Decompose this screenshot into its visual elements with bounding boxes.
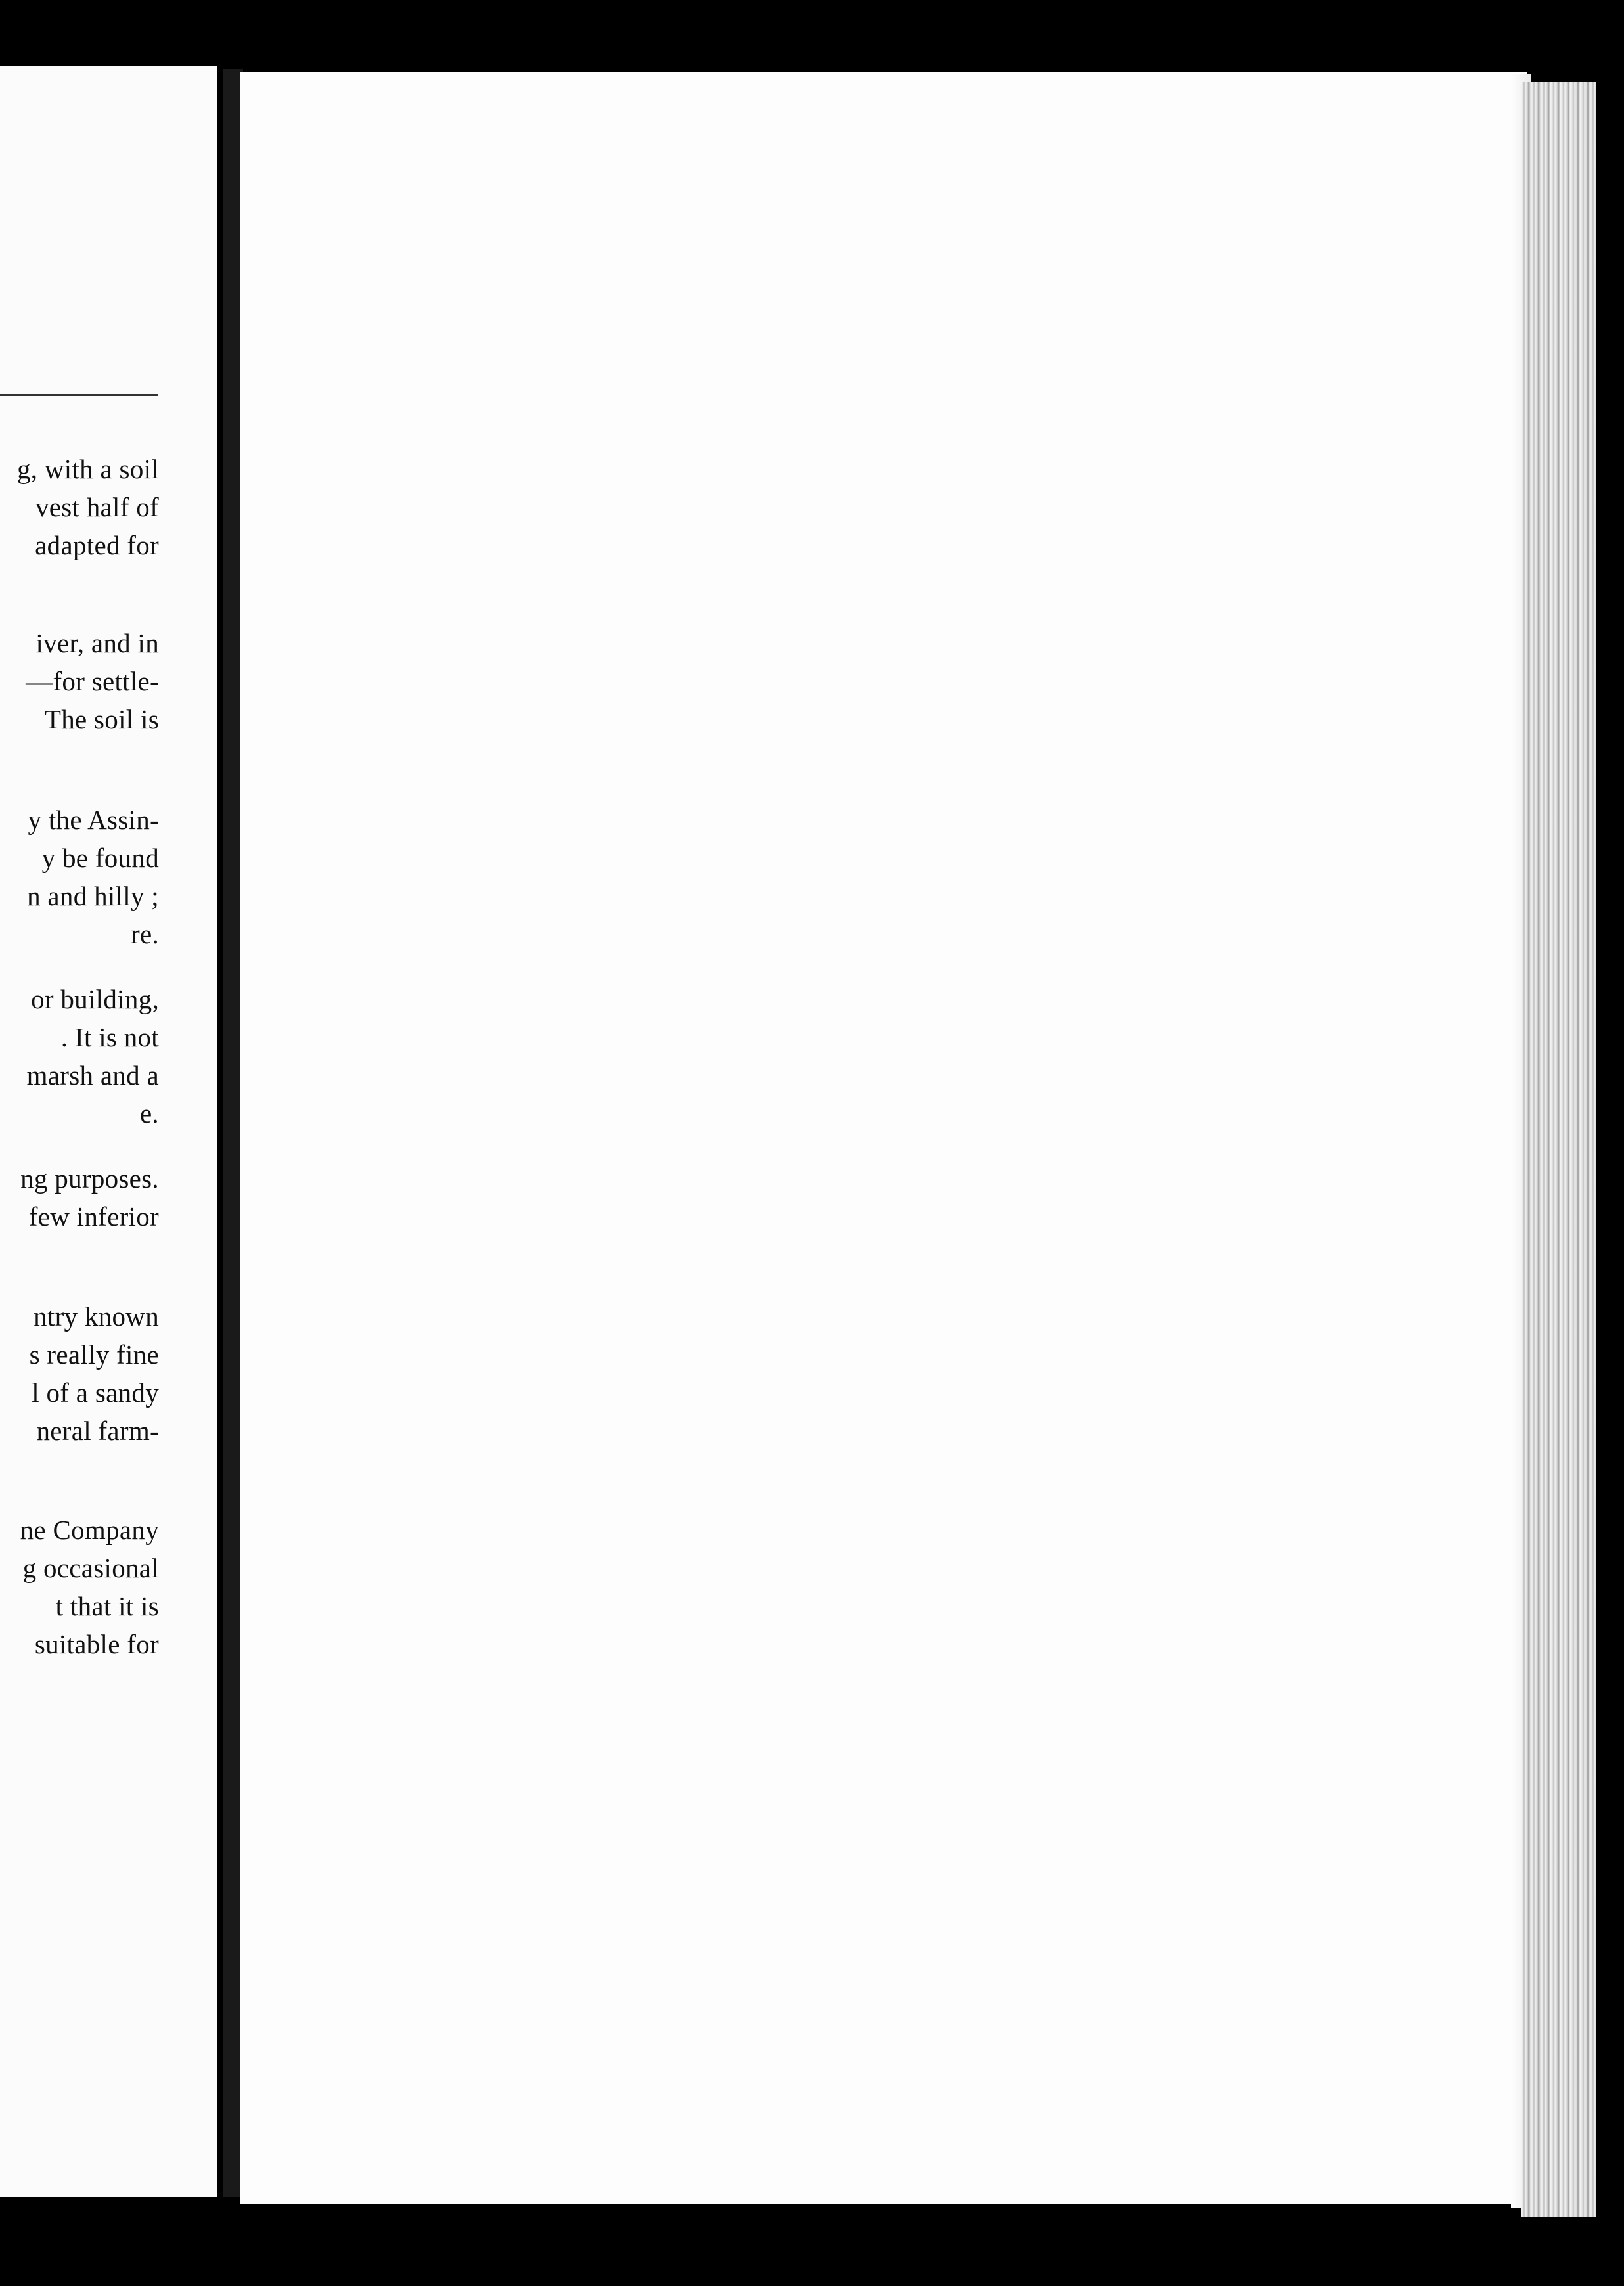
stacked-page-edges	[1521, 82, 1596, 2217]
text-line: n and hilly ;	[27, 881, 159, 911]
text-line: ne Company	[20, 1515, 159, 1545]
text-line: g occasional	[22, 1553, 159, 1583]
blank-right-page	[240, 72, 1527, 2204]
text-line: —for settle-	[26, 666, 159, 696]
text-line: . It is not	[60, 1022, 159, 1052]
text-line: ng purposes.	[20, 1163, 159, 1194]
horizontal-rule	[0, 394, 158, 396]
text-line: few inferior	[28, 1201, 159, 1232]
text-line: e.	[139, 1098, 159, 1129]
text-line: y be found	[41, 843, 159, 873]
text-line: vest half of	[35, 492, 159, 522]
text-line: suitable for	[34, 1629, 159, 1659]
text-line: l of a sandy	[32, 1378, 159, 1408]
left-page-fragment	[0, 66, 217, 2197]
text-line: g, with a soil	[16, 454, 159, 484]
text-line: ntry known	[34, 1301, 159, 1332]
text-line: marsh and a	[26, 1060, 159, 1090]
text-line: iver, and in	[35, 628, 159, 658]
text-line: t that it is	[55, 1591, 159, 1621]
text-line: or building,	[31, 984, 159, 1014]
text-line: The soil is	[44, 704, 159, 734]
text-line: s really fine	[29, 1339, 159, 1370]
text-line: re.	[130, 919, 159, 949]
text-line: adapted for	[35, 530, 159, 560]
text-line: neral farm-	[36, 1416, 159, 1446]
text-line: y the Assin-	[28, 805, 159, 835]
